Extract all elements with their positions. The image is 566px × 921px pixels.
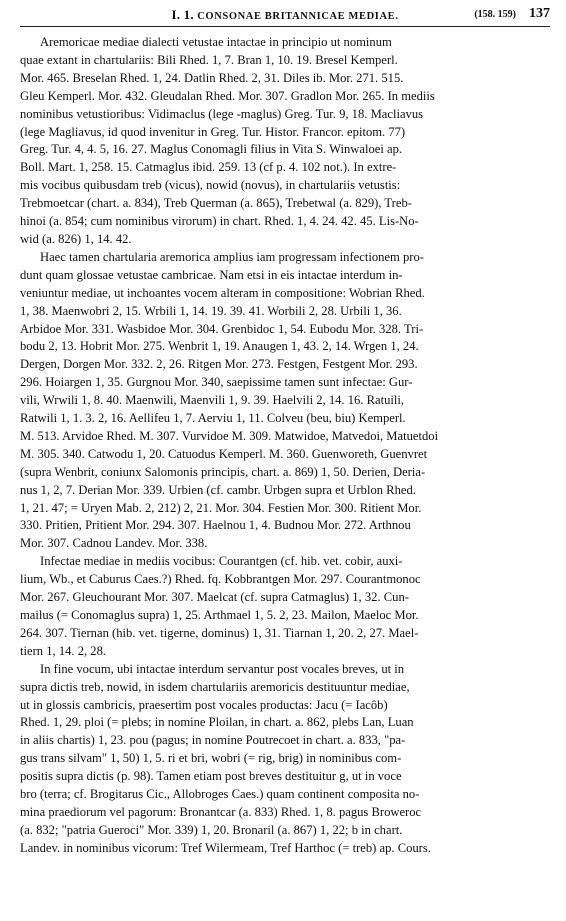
body-text bbox=[20, 34, 550, 858]
text-line: 1, 38. Maenwobri 2, 15. Wrbili 1, 14. 19. 39. 41. Worbili 2, 28. Urbili 1, 36. bbox=[20, 303, 402, 318]
text-line: Trebmoetcar (chart. a. 834), Treb Querman (a. 865), Trebetwal (a. 829), Treb- bbox=[20, 196, 412, 211]
text-line: in aliis chartis) 1, 23. pou (pagus; in nomine Poutrecoet in chart. a. 833, "pa- bbox=[20, 733, 406, 748]
text-line: Arbidoe Mor. 331. Wasbidoe Mor. 304. Grenbidoc 1, 54. Eubodu Mor. 328. Tri- bbox=[20, 321, 424, 336]
text-line: 264. 307. Tiernan (hib. vet. tigerne, dominus) 1, 31. Tiarnan 1, 20. 2, 27. Mael- bbox=[20, 625, 419, 640]
text-line: bro (terra; cf. Brogitarus Cic., Allobroges Caes.) quam continent composita no- bbox=[20, 787, 420, 802]
text-line: vili, Wrwili 1, 8. 40. Maenwili, Maenvili 1, 9. 39. Haelvili 2, 14. 16. Ratuili, bbox=[20, 393, 405, 408]
page-reference: (158. 159) bbox=[474, 9, 516, 20]
text-line: veniuntur mediae, ut inchoantes vocem alteram in compositione: Wobrian Rhed. bbox=[20, 285, 425, 300]
chapter-title: CONSONAE BRITANNICAE MEDIAE. bbox=[197, 11, 399, 22]
text-line: (lege Magliavus, id quod invenitur in Greg. Tur. Histor. Francor. epitom. 77) bbox=[20, 124, 406, 139]
text-line: Mor. 267. Gleuchourant Mor. 307. Maelcat (cf. supra Catmaglus) 1, 32. Cun- bbox=[20, 590, 409, 605]
text-line: Rhed. 1, 29. ploi (= plebs; in nomine Ploilan, in chart. a. 862, plebs Lan, Luan bbox=[20, 715, 414, 730]
text-line: Mor. 307. Cadnou Landev. Mor. 338. bbox=[20, 536, 208, 551]
text-line: 296. Hoiargen 1, 35. Gurgnou Mor. 340, saepissime tamen sunt infectae: Gur- bbox=[20, 375, 413, 390]
text-line: Ratwili 1, 1. 3. 2, 16. Aellifeu 1, 7. Aerviu 1, 11. Colveu (beu, biu) Kemperl. bbox=[20, 411, 406, 426]
text-line: ut in glossis cambricis, praesertim post vocales productas: Jacu (= Iacôb) bbox=[20, 697, 388, 712]
text-line: nus 1, 2, 7. Derian Mor. 339. Urbien (cf. cambr. Urbgen supra et Urblon Rhed. bbox=[20, 482, 416, 497]
text-line: mis vocibus quibusdam treb (vicus), nowid (novus), in chartulariis vetustis: bbox=[20, 178, 401, 193]
paragraph bbox=[20, 34, 550, 249]
text-line: Mor. 465. Breselan Rhed. 1, 24. Datlin Rhed. 2, 31. Diles ib. Mor. 271. 515. bbox=[20, 70, 404, 85]
text-line: 330. Pritien, Pritient Mor. 294. 307. Haelnou 1, 4. Budnou Mor. 272. Arthnou bbox=[20, 518, 411, 533]
text-line: M. 513. Arvidoe Rhed. M. 307. Vurvidoe M. 309. Matwidoe, Matvedoi, Matuetdoi bbox=[20, 428, 439, 443]
text-line: mina praediorum vel pagorum: Bronantcar (a. 833) Rhed. 1, 8. pagus Broweroc bbox=[20, 804, 422, 819]
text-line: mailus (= Conomaglus supra) 1, 25. Arthmael 1, 5. 2, 23. Mailon, Maeloc Mor. bbox=[20, 608, 419, 622]
text-line: supra dictis treb, nowid, in isdem chartulariis aremoricis destituuntur mediae, bbox=[20, 679, 410, 694]
paragraph bbox=[20, 553, 550, 660]
text-line: wid (a. 826) 1, 14. 42. bbox=[20, 231, 132, 246]
text-line: Boll. Mart. 1, 258. 15. Catmaglus ibid. 259. 13 (cf p. 4. 102 not.). In extre- bbox=[20, 160, 397, 175]
text-line: In fine vocum, ubi intactae interdum servantur post vocales breves, ut in bbox=[40, 661, 405, 676]
text-line: dunt quam glossae vetustae cambricae. Nam etsi in eis intactae interdum in- bbox=[20, 267, 403, 282]
text-line: tiern 1, 14. 2, 28. bbox=[20, 643, 107, 658]
text-line: Aremoricae mediae dialecti vetustae intactae in principio ut nominum bbox=[40, 35, 392, 49]
text-line: M. 305. 340. Catwodu 1, 20. Catuodus Kemperl. M. 360. Guenworeth, Guenvret bbox=[20, 446, 428, 461]
text-line: Gleu Kemperl. Mor. 432. Gleudalan Rhed. Mor. 307. Gradlon Mor. 265. In mediis bbox=[20, 88, 435, 103]
text-line: Greg. Tur. 4, 4. 5, 16. 27. Maglus Conomagli filius in Vita S. Winwaloei ap. bbox=[20, 142, 403, 157]
text-line: Infectae mediae in mediis vocibus: Courantgen (cf. hib. vet. cobir, auxi- bbox=[40, 554, 403, 569]
text-line: hinoi (a. 854; cum nominibus virorum) in chart. Rhed. 1, 4. 24. 42. 45. Lis-No- bbox=[20, 214, 419, 229]
running-title bbox=[20, 7, 550, 23]
text-line: Landev. in nominibus vicorum: Tref Wilermeam, Tref Harthoc (= treb) ap. Cours. bbox=[20, 840, 431, 855]
page-number: 137 bbox=[529, 6, 550, 21]
running-head bbox=[20, 6, 550, 27]
paragraph bbox=[20, 249, 550, 553]
text-line: (a. 832; "patria Gueroci" Mor. 339) 1, 20. Bronaril (a. 867) 1, 22; b in chart. bbox=[20, 822, 403, 837]
text-line: nominibus vetustioribus: Vidimaclus (lege -maglus) Greg. Tur. 9, 18. Macliavus bbox=[20, 106, 424, 121]
text-line: lium, Wb., et Caburus Caes.?) Rhed. fq. Kobbrantgen Mor. 297. Courantmonoc bbox=[20, 572, 421, 587]
text-line: 1, 21. 47; = Uryen Mab. 2, 212) 2, 21. Mor. 304. Festien Mor. 300. Ritient Mor. bbox=[20, 500, 422, 515]
text-line: positis supra dictis (p. 98). Tamen etiam post breves destituitur g, ut in voce bbox=[20, 769, 402, 784]
text-line: Dergen, Dorgen Mor. 332. 2, 26. Ritgen Mor. 273. Festgen, Festgent Mor. 293. bbox=[20, 357, 418, 372]
text-line: bodu 2, 13. Hobrit Mor. 275. Wenbrit 1, 19. Anaugen 1, 43. 2, 14. Wrgen 1, 24. bbox=[20, 339, 419, 354]
section-number: I. 1. bbox=[171, 7, 194, 22]
text-line: quae extant in chartulariis: Bili Rhed. 1, 7. Bran 1, 10. 19. Bresel Kemperl. bbox=[20, 52, 398, 67]
text-line: gus trans silvam" 1, 50) 1, 5. ri et bri, wobri (= rig, brig) in nominibus com- bbox=[20, 751, 402, 766]
paragraph bbox=[20, 661, 550, 858]
text-line: (supra Wenbrit, coniunx Salomonis principis, chart. a. 869) 1, 50. Derien, Deria- bbox=[20, 464, 426, 479]
text-line: Haec tamen chartularia aremorica amplius iam progressam infectionem pro- bbox=[40, 249, 424, 264]
